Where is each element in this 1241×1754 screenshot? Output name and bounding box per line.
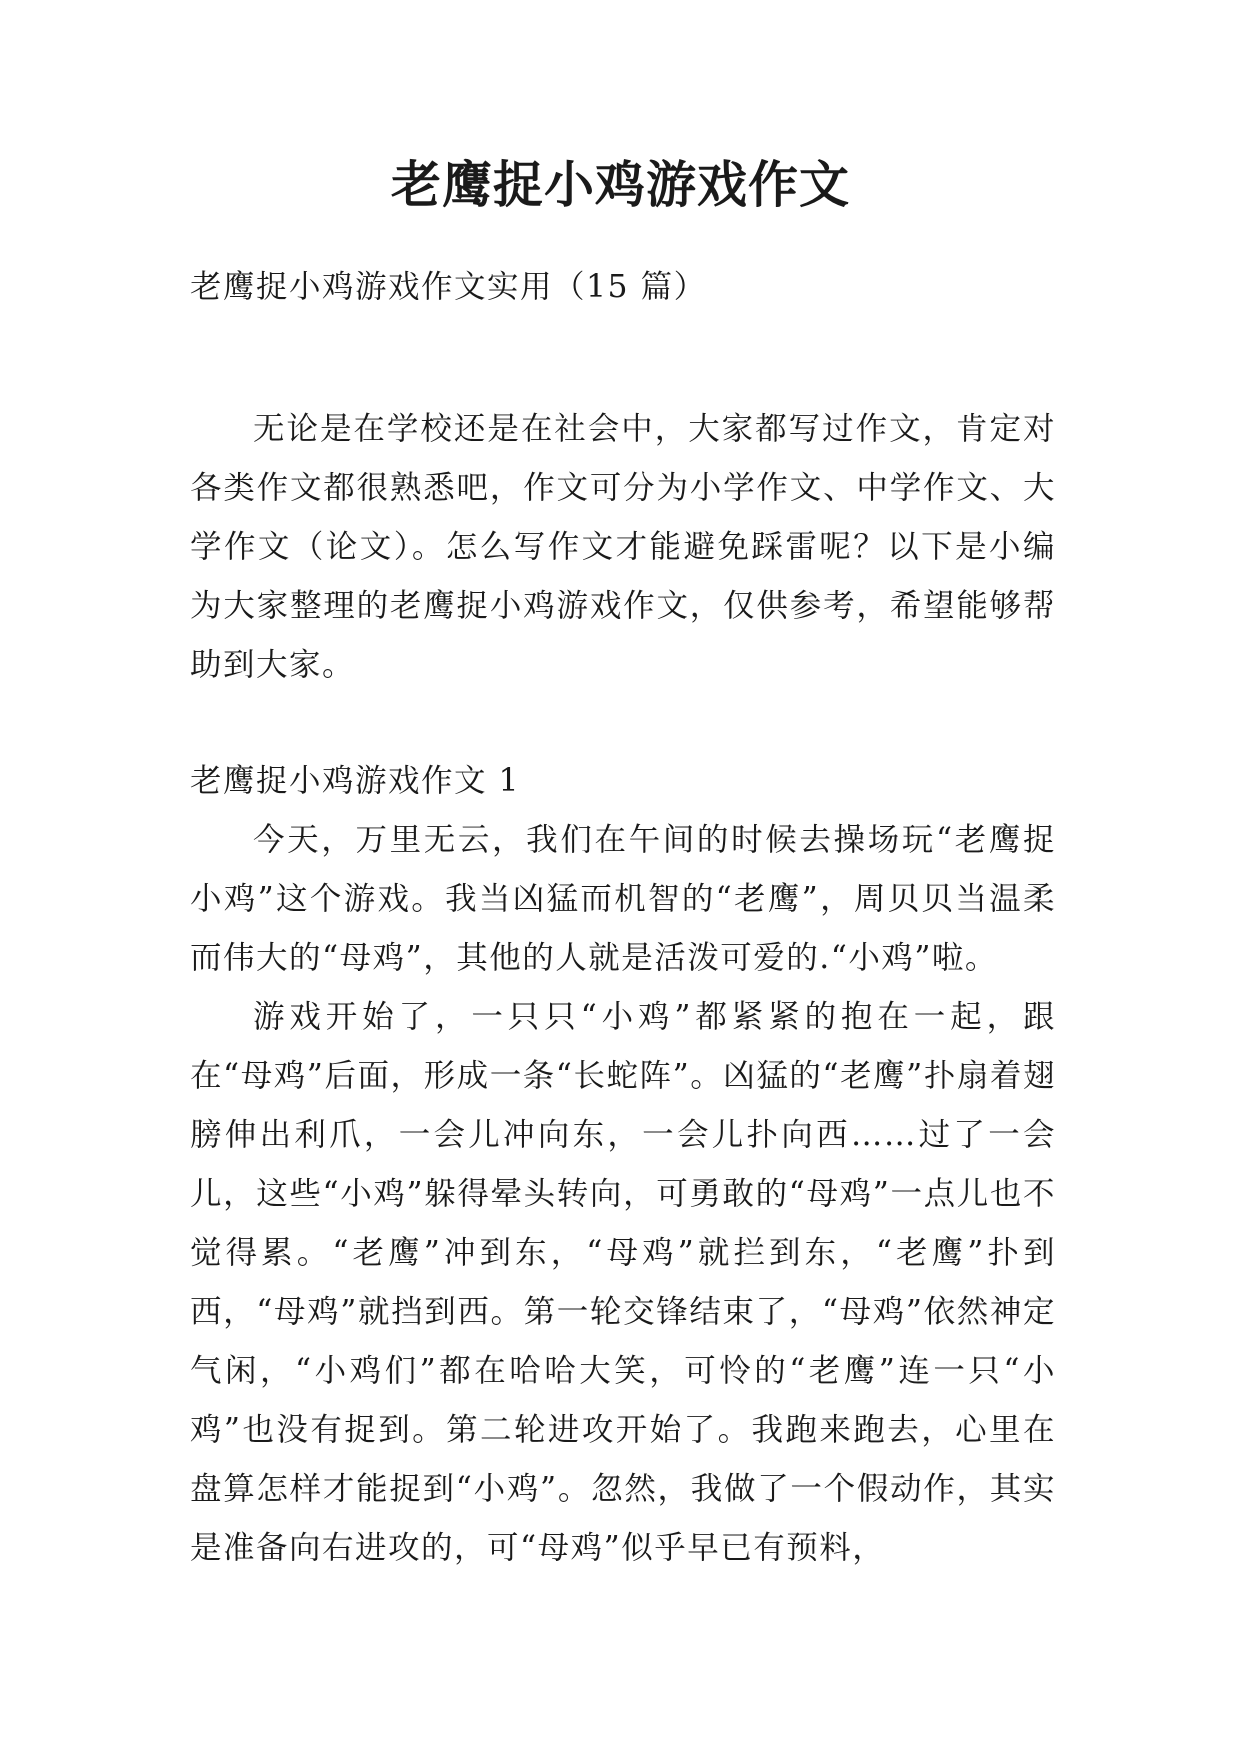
- section-heading: 老鹰捉小鸡游戏作文 1: [190, 763, 521, 799]
- document-subtitle: 老鹰捉小鸡游戏作文实用（15 篇）: [190, 269, 707, 305]
- document-title: 老鹰捉小鸡游戏作文: [391, 155, 850, 214]
- body-paragraph-1: 今天，万里无云，我们在午间的时候去操场玩“老鹰捉小鸡”这个游戏。我当凶猛而机智的“老鹰”，周贝贝当温柔而伟大的“母鸡”，其他的人就是活泼可爱的.“小鸡”啦。: [190, 822, 1056, 976]
- intro-paragraph: 无论是在学校还是在社会中，大家都写过作文，肯定对各类作文都很熟悉吧，作文可分为小学作文、中学作文、大学作文（论文）。怎么写作文才能避免踩雷呢？以下是小编为大家整理的老鹰捉小鸡游戏作文，仅供参考，希望能够帮助到大家。: [190, 411, 1056, 683]
- body-paragraph-2: 游戏开始了，一只只“小鸡”都紧紧的抱在一起，跟在“母鸡”后面，形成一条“长蛇阵”。凶猛的“老鹰”扑扇着翅膀伸出利爪，一会儿冲向东，一会儿扑向西……过了一会儿，这些“小鸡”躲得晕头转向，可勇敢的“母鸡”一点儿也不觉得累。“老鹰”冲到东，“母鸡”就拦到东，“老鹰”扑到西，“母鸡”就挡到西。第一轮交锋结束了，“母鸡”依然神定气闲，“小鸡们”都在哈哈大笑，可怜的“老鹰”连一只“小鸡”也没有捉到。第二轮进攻开始了。我跑来跑去，心里在盘算怎样才能捉到“小鸡”。忽然，我做了一个假动作，其实是准备向右进攻的，可“母鸡”似乎早已有预料，: [190, 999, 1056, 1566]
